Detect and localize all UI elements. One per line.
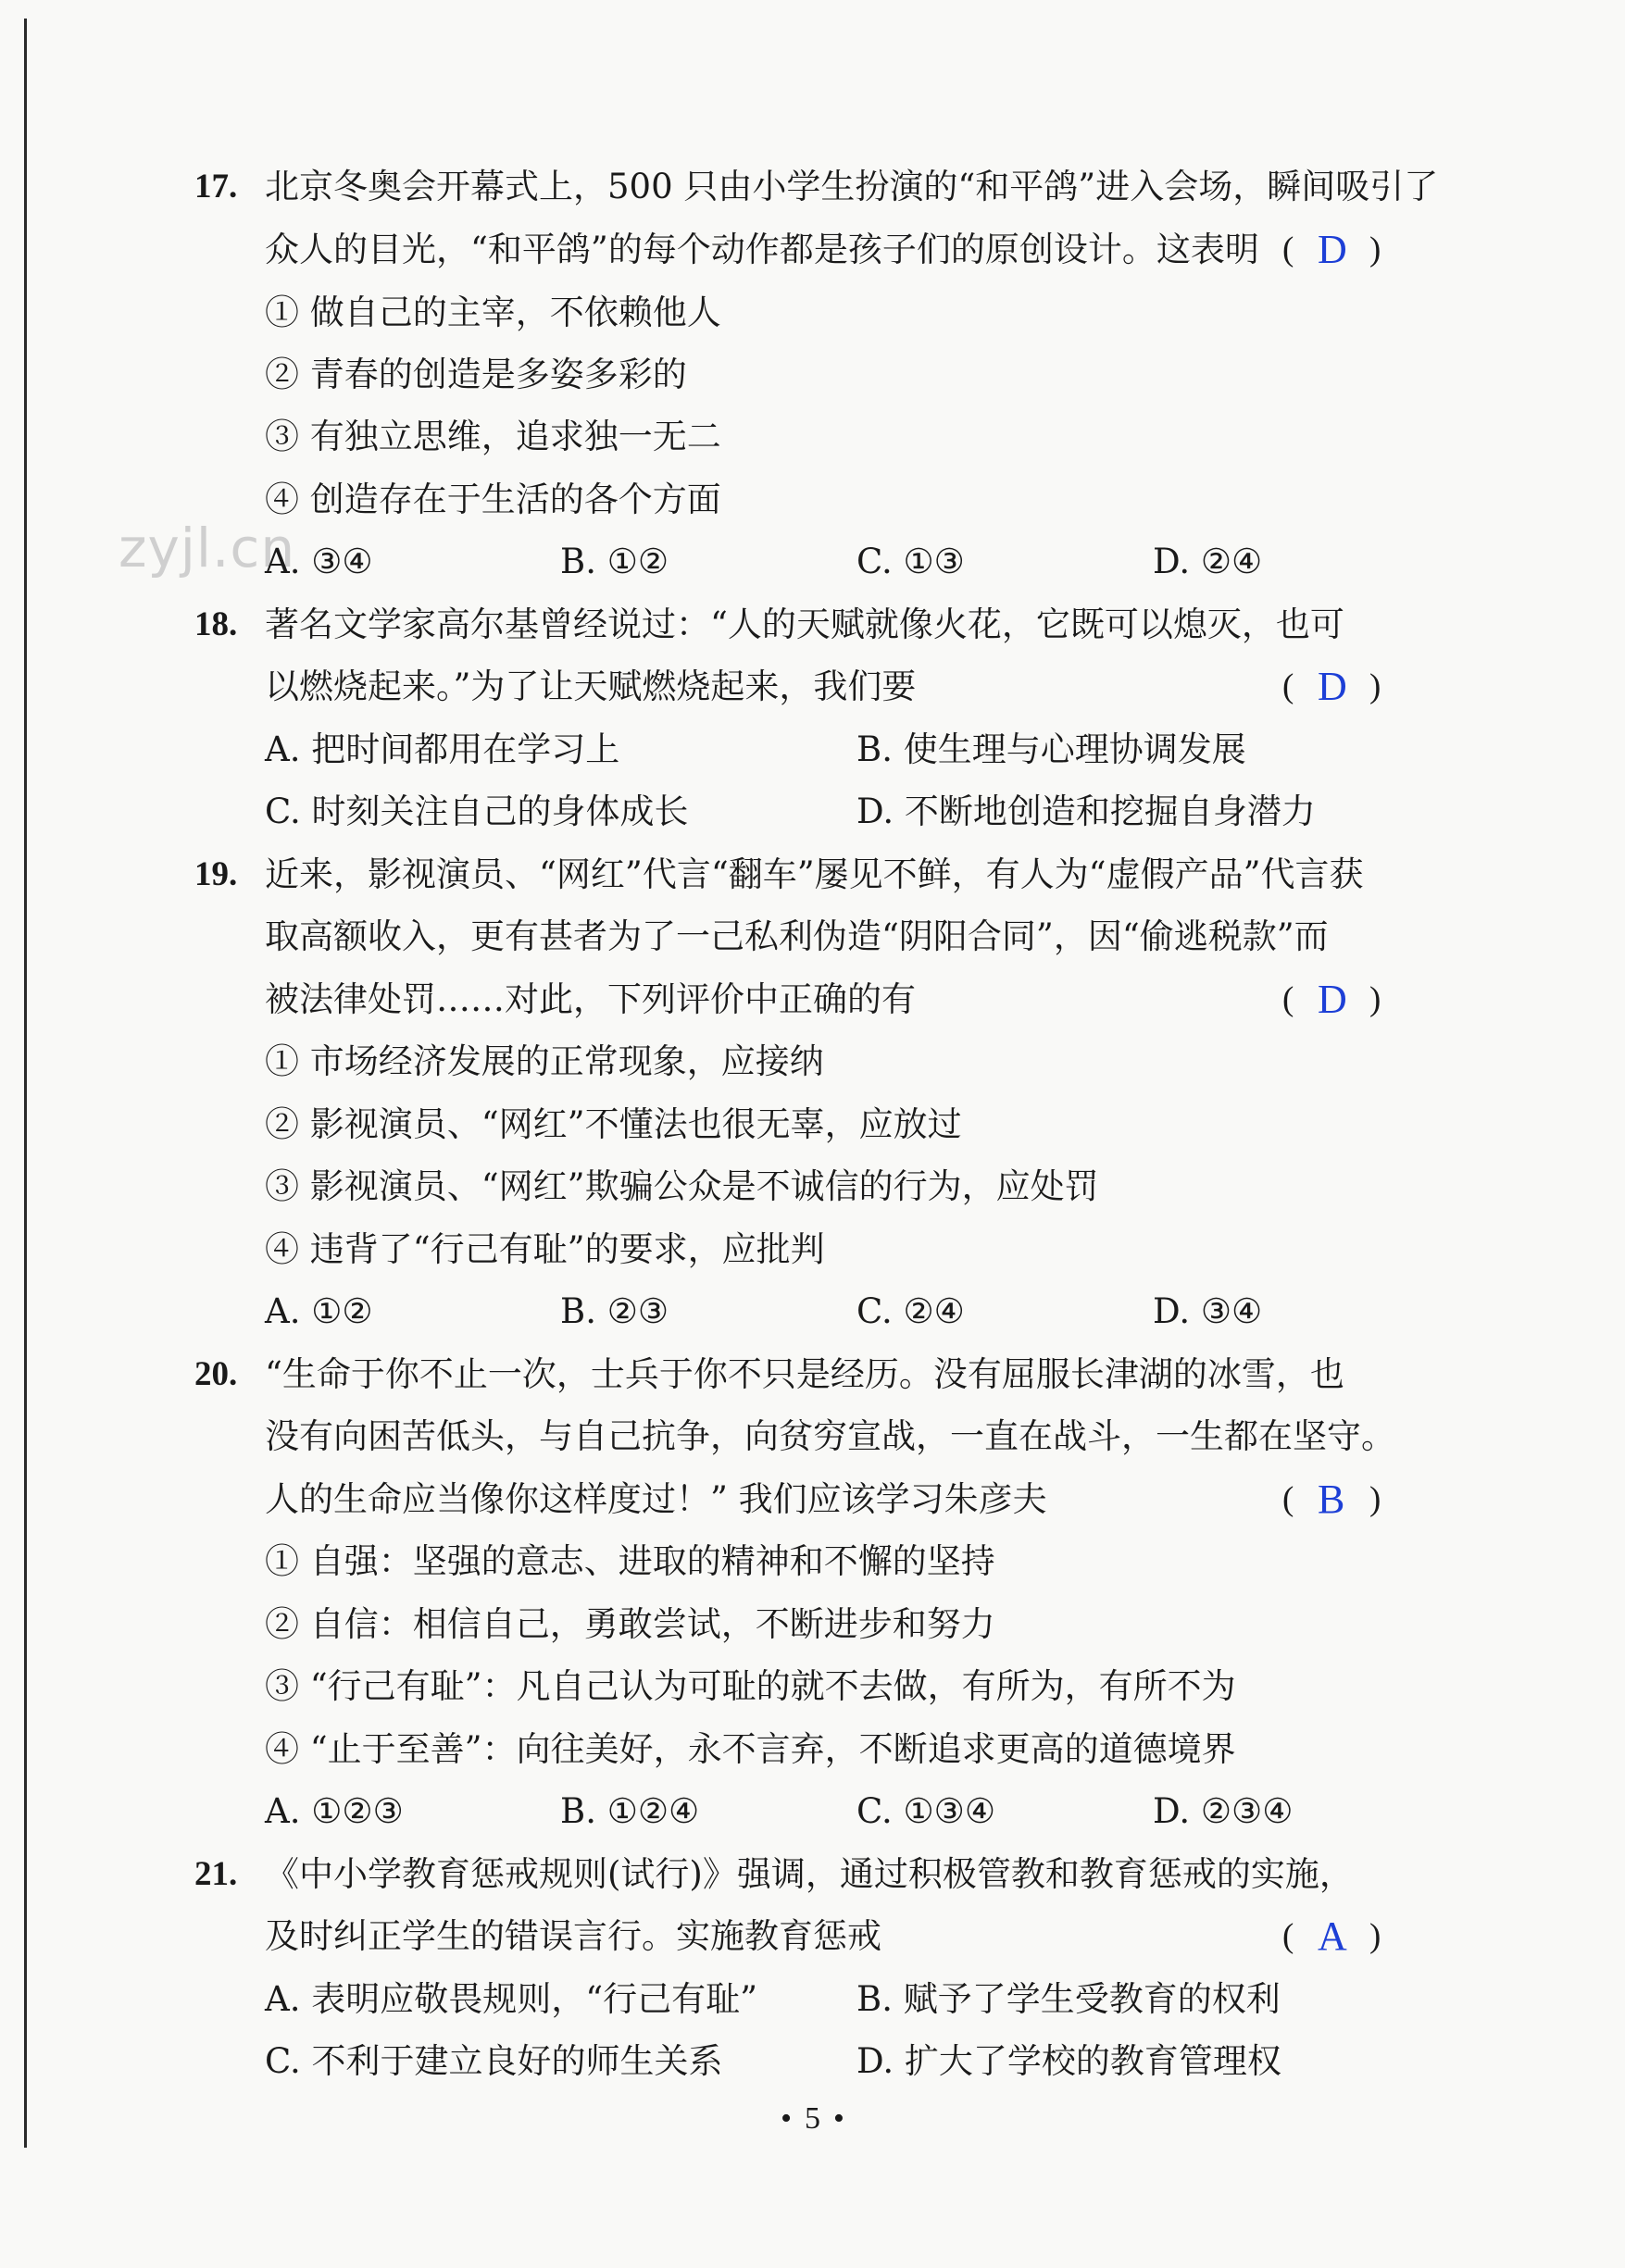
answer-letter: D xyxy=(1318,977,1347,1022)
statement-text: ④ “止于至善”：向往美好，永不言弃，不断追求更高的道德境界 xyxy=(265,1729,1236,1769)
paren-left: ( xyxy=(1282,1480,1294,1518)
question-line xyxy=(0,1468,1625,1531)
options-row xyxy=(0,718,1625,781)
option-b: B. ①②④ xyxy=(560,1791,700,1831)
statement-text: ① 自强：坚强的意志、进取的精神和不懈的坚持 xyxy=(265,1541,995,1581)
statement-text: ② 影视演员、“网红”不懂法也很无辜，应放过 xyxy=(265,1104,962,1144)
statement-text: ③ 有独立思维，追求独一无二 xyxy=(265,417,721,456)
option-b: B. 赋予了学生受教育的权利 xyxy=(856,1979,1281,2019)
question-line xyxy=(0,968,1625,1031)
question-stem-line: 近来，影视演员、“网红”代言“翻车”屡见不鲜，有人为“虚假产品”代言获 xyxy=(265,854,1364,894)
options-row xyxy=(0,1780,1625,1843)
statement xyxy=(0,405,1625,468)
option-d: D. ③④ xyxy=(1153,1291,1263,1331)
answer-letter: D xyxy=(1318,227,1347,272)
option-d: D. ②④ xyxy=(1153,542,1263,581)
statement xyxy=(0,343,1625,406)
question-number: 17. xyxy=(194,168,238,206)
paren-right: ) xyxy=(1369,231,1381,268)
option-b: B. ①② xyxy=(560,542,669,581)
option-b: B. 使生理与心理协调发展 xyxy=(856,729,1246,769)
answer-letter: D xyxy=(1318,664,1347,709)
question-stem-line: 没有向困苦低头，与自己抗争，向贫穷宣战，一直在战斗，一生都在坚守。 xyxy=(265,1416,1395,1456)
question-line xyxy=(0,156,1625,218)
question-line xyxy=(0,1343,1625,1406)
statement xyxy=(0,281,1625,344)
question-line xyxy=(0,843,1625,906)
options-row xyxy=(0,530,1625,593)
answer-letter: B xyxy=(1318,1477,1345,1522)
answer-letter: A xyxy=(1318,1913,1347,1959)
statement-text: ① 市场经济发展的正常现象，应接纳 xyxy=(265,1041,824,1081)
question-stem-line: 《中小学教育惩戒规则(试行)》强调，通过积极管教和教育惩戒的实施， xyxy=(265,1854,1354,1894)
statement xyxy=(0,1718,1625,1781)
paren-right: ) xyxy=(1369,667,1381,705)
options-row xyxy=(0,1280,1625,1343)
statement-text: ④ 违背了“行己有耻”的要求，应批判 xyxy=(265,1229,825,1269)
question-stem-line: 取高额收入，更有甚者为了一己私利伪造“阴阳合同”，因“偷逃税款”而 xyxy=(265,916,1329,956)
question-line xyxy=(0,218,1625,281)
option-d: D. 扩大了学校的教育管理权 xyxy=(856,2041,1281,2081)
page-dot-right: • xyxy=(833,2101,844,2136)
paren-right: ) xyxy=(1369,980,1381,1018)
option-d: D. 不断地创造和挖掘自身潜力 xyxy=(856,791,1316,831)
question-line xyxy=(0,1843,1625,1906)
question-stem-line: 人的生命应当像你这样度过！” 我们应该学习朱彦夫 xyxy=(265,1479,1047,1519)
statement-text: ① 做自己的主宰，不依赖他人 xyxy=(265,293,721,332)
option-a: A. 把时间都用在学习上 xyxy=(265,729,620,769)
statement xyxy=(0,1530,1625,1593)
statement xyxy=(0,1593,1625,1656)
question-number: 20. xyxy=(194,1355,238,1393)
statement-text: ② 青春的创造是多姿多彩的 xyxy=(265,355,687,394)
option-a: A. ①② xyxy=(265,1291,373,1331)
options-row xyxy=(0,2030,1625,2093)
option-c: C. ①③④ xyxy=(856,1791,996,1831)
option-b: B. ②③ xyxy=(560,1291,669,1331)
statement xyxy=(0,1655,1625,1718)
question-number: 18. xyxy=(194,605,238,643)
option-c: C. 时刻关注自己的身体成长 xyxy=(265,791,689,831)
page-dot-left: • xyxy=(781,2101,792,2136)
option-d: D. ②③④ xyxy=(1153,1791,1294,1831)
statement xyxy=(0,468,1625,531)
statement xyxy=(0,1093,1625,1156)
question-line xyxy=(0,655,1625,718)
option-c: C. ①③ xyxy=(856,542,965,581)
statement xyxy=(0,1218,1625,1281)
watermark: zyjl.cn xyxy=(119,517,296,579)
options-row xyxy=(0,780,1625,843)
option-a: A. 表明应敬畏规则，“行己有耻” xyxy=(265,1979,758,2019)
question-line xyxy=(0,1405,1625,1468)
statement xyxy=(0,1155,1625,1218)
option-c: C. 不利于建立良好的师生关系 xyxy=(265,2041,723,2081)
statement-text: ③ “行己有耻”：凡自己认为可耻的就不去做，有所为，有所不为 xyxy=(265,1666,1236,1706)
paren-right: ) xyxy=(1369,1917,1381,1955)
page-number xyxy=(0,2101,1625,2137)
question-stem-line: 被法律处罚……对此，下列评价中正确的有 xyxy=(265,979,916,1019)
paren-left: ( xyxy=(1282,231,1294,268)
statement-text: ④ 创造存在于生活的各个方面 xyxy=(265,480,721,519)
question-line xyxy=(0,1905,1625,1968)
question-stem-line: 及时纠正学生的错误言行。实施教育惩戒 xyxy=(265,1916,881,1956)
question-stem-line: “生命于你不止一次，士兵于你不只是经历。没有屈服长津湖的冰雪，也 xyxy=(265,1354,1344,1394)
option-c: C. ②④ xyxy=(856,1291,965,1331)
statement-text: ③ 影视演员、“网红”欺骗公众是不诚信的行为，应处罚 xyxy=(265,1166,1099,1206)
page-number-value: 5 xyxy=(805,2101,820,2136)
statement-text: ② 自信：相信自己，勇敢尝试，不断进步和努力 xyxy=(265,1604,995,1644)
question-stem-line: 北京冬奥会开幕式上，500 只由小学生扮演的“和平鸽”进入会场，瞬间吸引了 xyxy=(265,167,1439,206)
question-number: 21. xyxy=(194,1855,238,1893)
options-row xyxy=(0,1968,1625,2031)
statement xyxy=(0,1030,1625,1093)
option-a: A. ③④ xyxy=(265,542,373,581)
question-stem-line: 著名文学家高尔基曾经说过：“人的天赋就像火花，它既可以熄灭，也可 xyxy=(265,604,1344,644)
paren-left: ( xyxy=(1282,667,1294,705)
paren-left: ( xyxy=(1282,980,1294,1018)
question-number: 19. xyxy=(194,855,238,893)
question-stem-line: 众人的目光，“和平鸽”的每个动作都是孩子们的原创设计。这表明 xyxy=(265,230,1259,269)
paren-right: ) xyxy=(1369,1480,1381,1518)
question-line xyxy=(0,593,1625,656)
option-a: A. ①②③ xyxy=(265,1791,404,1831)
question-stem-line: 以燃烧起来。”为了让天赋燃烧起来，我们要 xyxy=(265,667,917,706)
paren-left: ( xyxy=(1282,1917,1294,1955)
question-line xyxy=(0,905,1625,968)
